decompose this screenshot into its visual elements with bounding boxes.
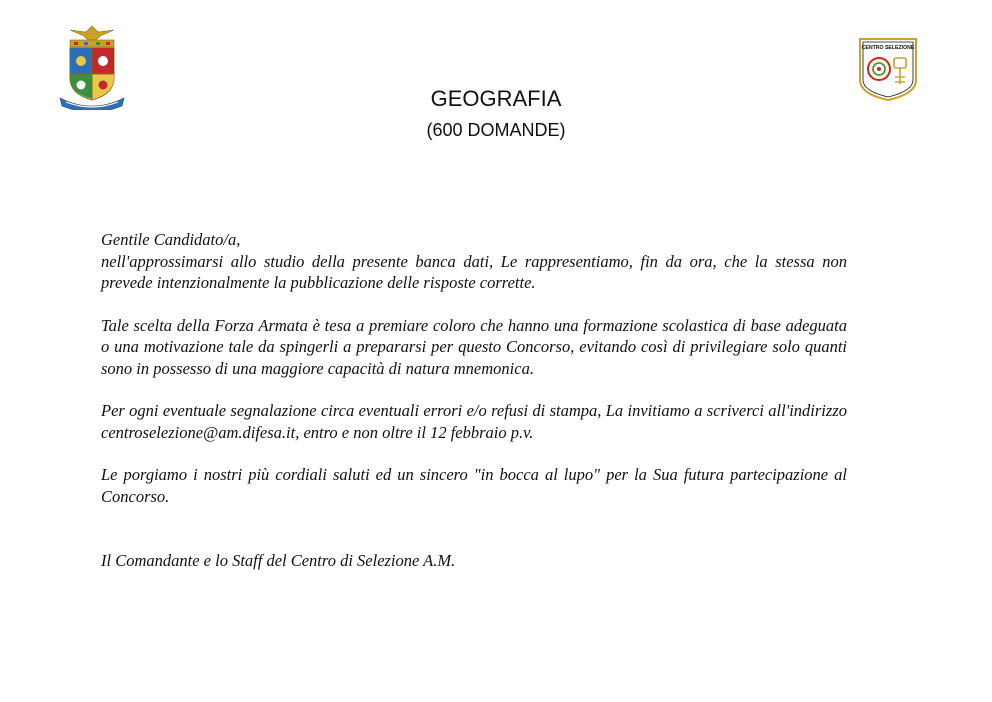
badge-text: CENTRO SELEZIONE	[861, 45, 915, 51]
letter-paragraph-2: Tale scelta della Forza Armata è tesa a premiare coloro che hanno una formazione scolastica di base adeguata o una motivazione tale da spingerli a prepararsi per questo Concorso, evitando così di privilegiare solo quanti sono in possesso di una maggiore capacità di natura mnemonica.	[101, 315, 847, 378]
letter-greeting: Gentile Candidato/a,	[101, 230, 241, 249]
letter-paragraph-3: Per ogni eventuale segnalazione circa eventuali errori e/o refusi di stampa, La invitiamo a scriverci all'indirizzo centroselezione@am.difesa.it, entro e non oltre il 12 febbraio p.v.	[101, 401, 847, 442]
letter-body	[101, 229, 847, 593]
page-subtitle: (600 DOMANDE)	[426, 120, 566, 140]
page-title: GEOGRAFIA	[430, 86, 562, 111]
letter-signature: Il Comandante e lo Staff del Centro di Selezione A.M.	[101, 551, 456, 570]
letter-paragraph-1: nell'approssimarsi allo studio della presente banca dati, Le rappresentiamo, fin da ora, che la stessa non prevede intenzionalmente la pubblicazione delle risposte corrette.	[101, 251, 847, 292]
letter-paragraph-4: Le porgiamo i nostri più cordiali saluti ed un sincero "in bocca al lupo" per la Sua futura partecipazione al Concorso.	[101, 465, 847, 506]
